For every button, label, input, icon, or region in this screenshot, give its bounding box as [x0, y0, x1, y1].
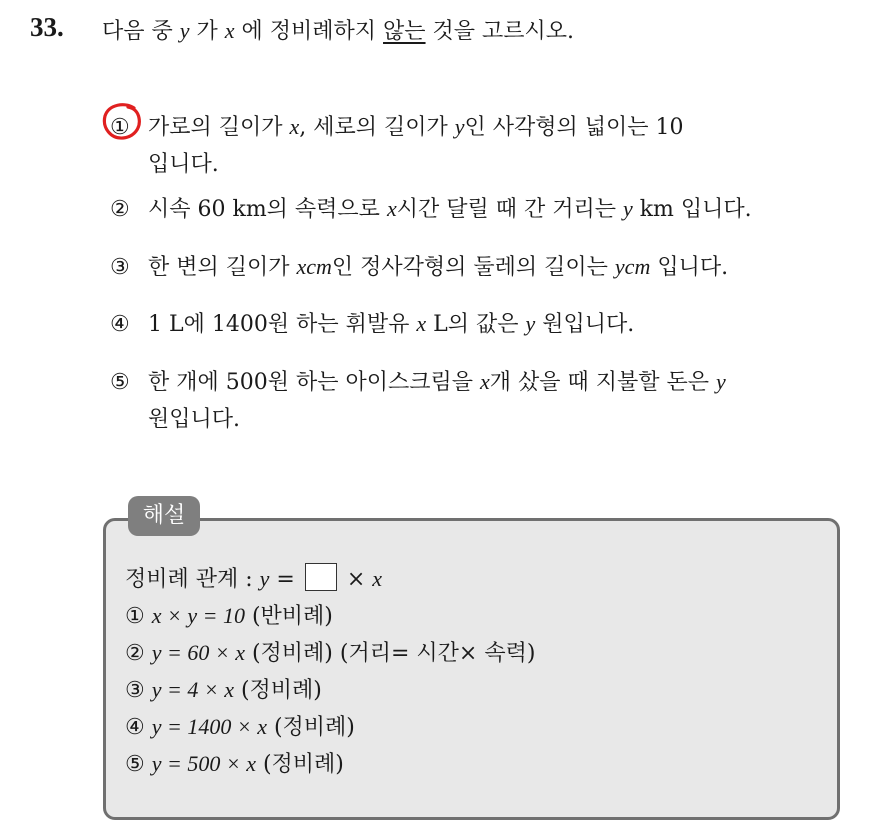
question-var-x: x: [224, 18, 235, 43]
choice-var: x: [479, 369, 490, 394]
choice-text: 시간 달릴 때 간 거리는: [396, 197, 623, 222]
relation-var-x: x: [372, 566, 383, 591]
explanation-note: (정비례) (거리= 시간× 속력): [244, 641, 536, 666]
choice-number: ④: [110, 312, 130, 337]
choice-var: y: [716, 369, 726, 394]
explanation-number: ⑤: [125, 752, 145, 777]
explanation-line-2: [125, 634, 535, 671]
explanation-note: (반비례): [244, 604, 333, 629]
choice-number: ⑤: [110, 370, 130, 395]
relation-equals: =: [269, 567, 302, 592]
question-text-part: 것을 고르시오.: [425, 19, 575, 44]
question-text: [102, 14, 574, 45]
explanation-note: (정비례): [233, 678, 322, 703]
choice-number: ②: [110, 197, 130, 222]
choice-3[interactable]: [110, 250, 728, 281]
explanation-expr: y = 1400 × x: [151, 714, 267, 739]
choice-1[interactable]: [110, 110, 684, 178]
choice-var: x: [289, 114, 300, 139]
relation-var-y: y: [259, 566, 270, 591]
question-number: 33.: [30, 12, 64, 42]
choice-text: 입니다.: [650, 255, 729, 280]
question-text-part: 에 정비례하지: [234, 19, 384, 44]
choice-var: y: [525, 311, 536, 336]
choice-text: km 입니다.: [632, 197, 752, 222]
explanation-note: (정비례): [266, 715, 355, 740]
explanation-line-1: [125, 597, 535, 634]
explanation-line-4: [125, 708, 535, 745]
choice-var: y: [622, 196, 633, 221]
explanation-number: ④: [125, 715, 145, 740]
explanation-number: ③: [125, 678, 145, 703]
question-var-y: y: [179, 18, 190, 43]
choice-text-line2: 원입니다.: [148, 407, 241, 432]
question-text-part: 다음 중: [102, 19, 180, 44]
choice-number: ①: [110, 115, 130, 140]
choice-text: 한 변의 길이가: [148, 255, 297, 280]
choice-text: 한 개에 500원 하는 아이스크림을: [148, 370, 480, 395]
question-underlined-word: 않는: [383, 19, 426, 44]
choice-text: 가로의 길이가: [148, 115, 290, 140]
choice-text: 시속 60 km의 속력으로: [148, 197, 387, 222]
choice-var: y: [454, 114, 465, 139]
choice-text: 인 사각형의 넓이는 10: [464, 115, 684, 140]
explanation-number: ②: [125, 641, 145, 666]
choice-text-line2: 입니다.: [148, 152, 219, 177]
explanation-expr: x × y = 10: [151, 603, 245, 628]
choice-var: ycm: [614, 254, 651, 279]
choice-4[interactable]: [110, 307, 634, 338]
relation-times: ×: [339, 567, 373, 592]
explanation-expr: y = 60 × x: [151, 640, 245, 665]
choice-var: x: [386, 196, 397, 221]
explanation-expr: y = 4 × x: [151, 677, 234, 702]
choice-var: xcm: [296, 254, 332, 279]
choice-var: x: [416, 311, 427, 336]
explanation-line-5: [125, 745, 535, 782]
explanation-lines: [125, 560, 535, 782]
explanation-line-3: [125, 671, 535, 708]
explanation-relation: [125, 560, 535, 597]
explanation-note: (정비례): [255, 752, 344, 777]
choice-number: ③: [110, 255, 130, 280]
question-text-part: 가: [189, 19, 225, 44]
answer-circle-mark: [101, 102, 143, 142]
choice-text: 원입니다.: [535, 312, 635, 337]
choice-5[interactable]: [110, 365, 726, 433]
choice-2[interactable]: [110, 192, 752, 223]
relation-label: 정비례 관계 :: [125, 567, 260, 592]
choice-text: 1 L에 1400원 하는 휘발유: [148, 312, 417, 337]
blank-box: [305, 563, 337, 591]
choice-text: L의 값은: [426, 312, 526, 337]
choice-text: 개 샀을 때 지불할 돈은: [489, 370, 716, 395]
explanation-number: ①: [125, 604, 145, 629]
explanation-expr: y = 500 × x: [151, 751, 256, 776]
choice-text: 인 정사각형의 둘레의 길이는: [331, 255, 615, 280]
explanation-tag: 해설: [128, 496, 200, 536]
choice-text: , 세로의 길이가: [299, 115, 455, 140]
